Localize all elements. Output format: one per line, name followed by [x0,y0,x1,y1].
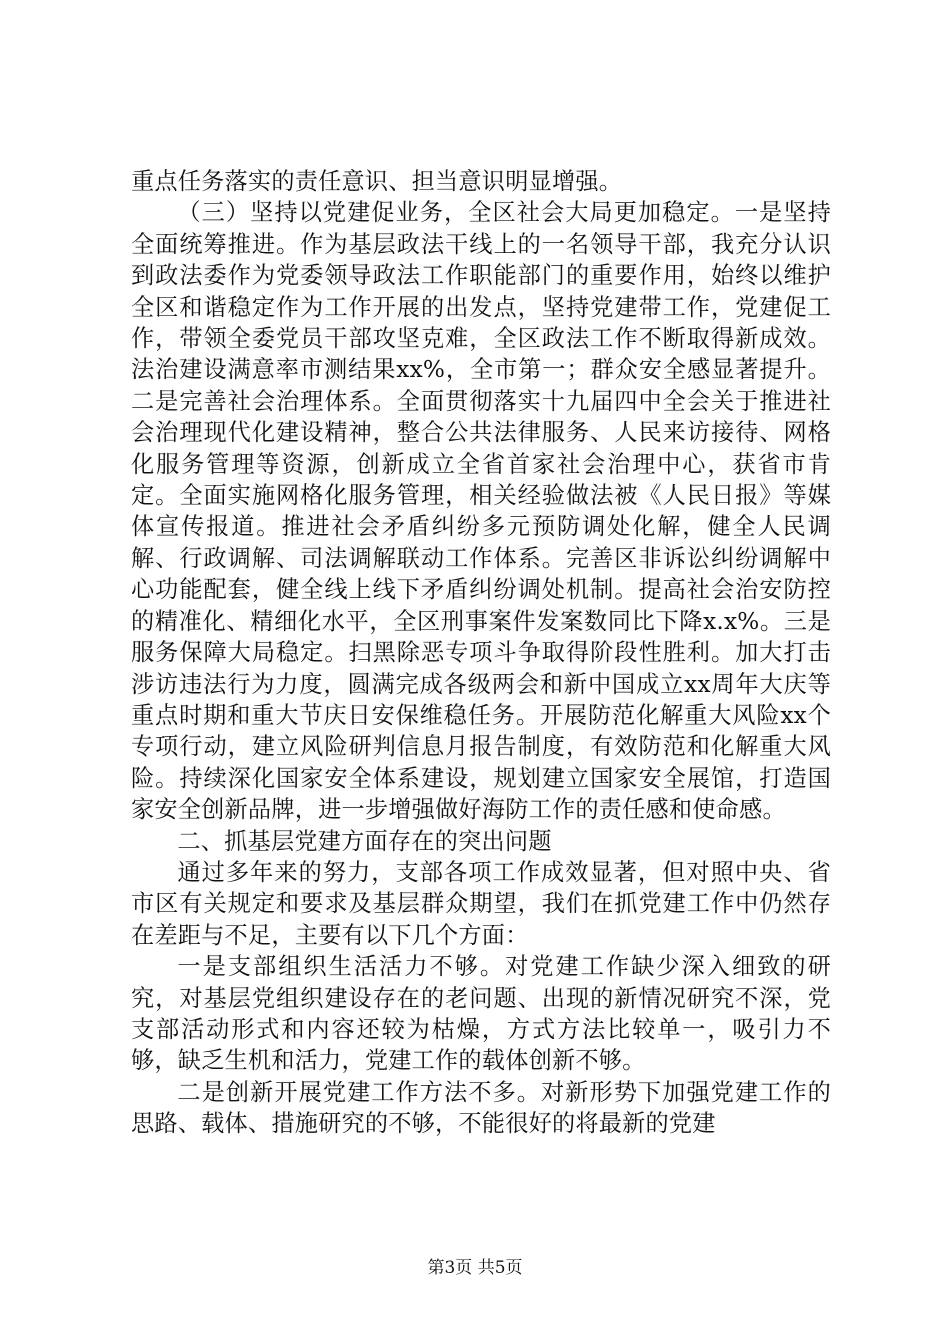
paragraph-section-three: （三）坚持以党建促业务，全区社会大局更加稳定。一是坚持全面统筹推进。作为基层政法干线上的一名领导干部，我充分认识到政法委作为党委领导政法工作职能部门的重要作用，始终以维护全区和谐稳定作为工作开展的出发点，坚持党建带工作，党建促工作，带领全委党员干部攻坚克难，全区政法工作不断取得新成效。法治建设满意率市测结果xx%，全市第一；群众安全感显著提升。二是完善社会治理体系。全面贯彻落实十九届四中全会关于推进社会治理现代化建设精神，整合公共法律服务、人民来访接待、网格化服务管理等资源，创新成立全省首家社会治理中心，获省市肯定。全面实施网格化服务管理，相关经验做法被《人民日报》等媒体宣传报道。推进社会矛盾纠纷多元预防调处化解，健全人民调解、行政调解、司法调解联动工作体系。完善区非诉讼纠纷调解中心功能配套，健全线上线下矛盾纠纷调处机制。提高社会治安防控的精准化、精细化水平，全区刑事案件发案数同比下降x.x%。三是服务保障大局稳定。扫黑除恶专项斗争取得阶段性胜利。加大打击涉访违法行为力度，圆满完成各级两会和新中国成立xx周年大庆等重点时期和重大节庆日安保维稳任务。开展防范化解重大风险xx个专项行动，建立风险研判信息月报告制度，有效防范和化解重大风险。持续深化国家安全体系建设，规划建立国家安全展馆，打造国家安全创新品牌，进一步增强做好海防工作的责任感和使命感。 [131,199,831,824]
paragraph-problem-one: 一是支部组织生活活力不够。对党建工作缺少深入细致的研究，对基层党组织建设存在的老问题、出现的新情况研究不深，党支部活动形式和内容还较为枯燥，方式方法比较单一，吸引力不够，缺乏生机和活力，党建工作的载体创新不够。 [131,953,831,1075]
paragraph-problem-two: 二是创新开展党建工作方法不多。对新形势下加强党建工作的思路、载体、措施研究的不够，不能很好的将最新的党建 [131,1078,831,1138]
section-heading-problems: 二、抓基层党建方面存在的突出问题 [177,827,552,855]
paragraph-intro-problems: 通过多年来的努力，支部各项工作成效显著，但对照中央、省市区有关规定和要求及基层群众期望，我们在抓党建工作中仍然存在差距与不足，主要有以下几个方面： [131,858,831,949]
document-body [131,166,831,1140]
paragraph-continuation: 重点任务落实的责任意识、担当意识明显增强。 [131,168,623,195]
page-number-footer: 第3页 共5页 [427,1258,523,1278]
